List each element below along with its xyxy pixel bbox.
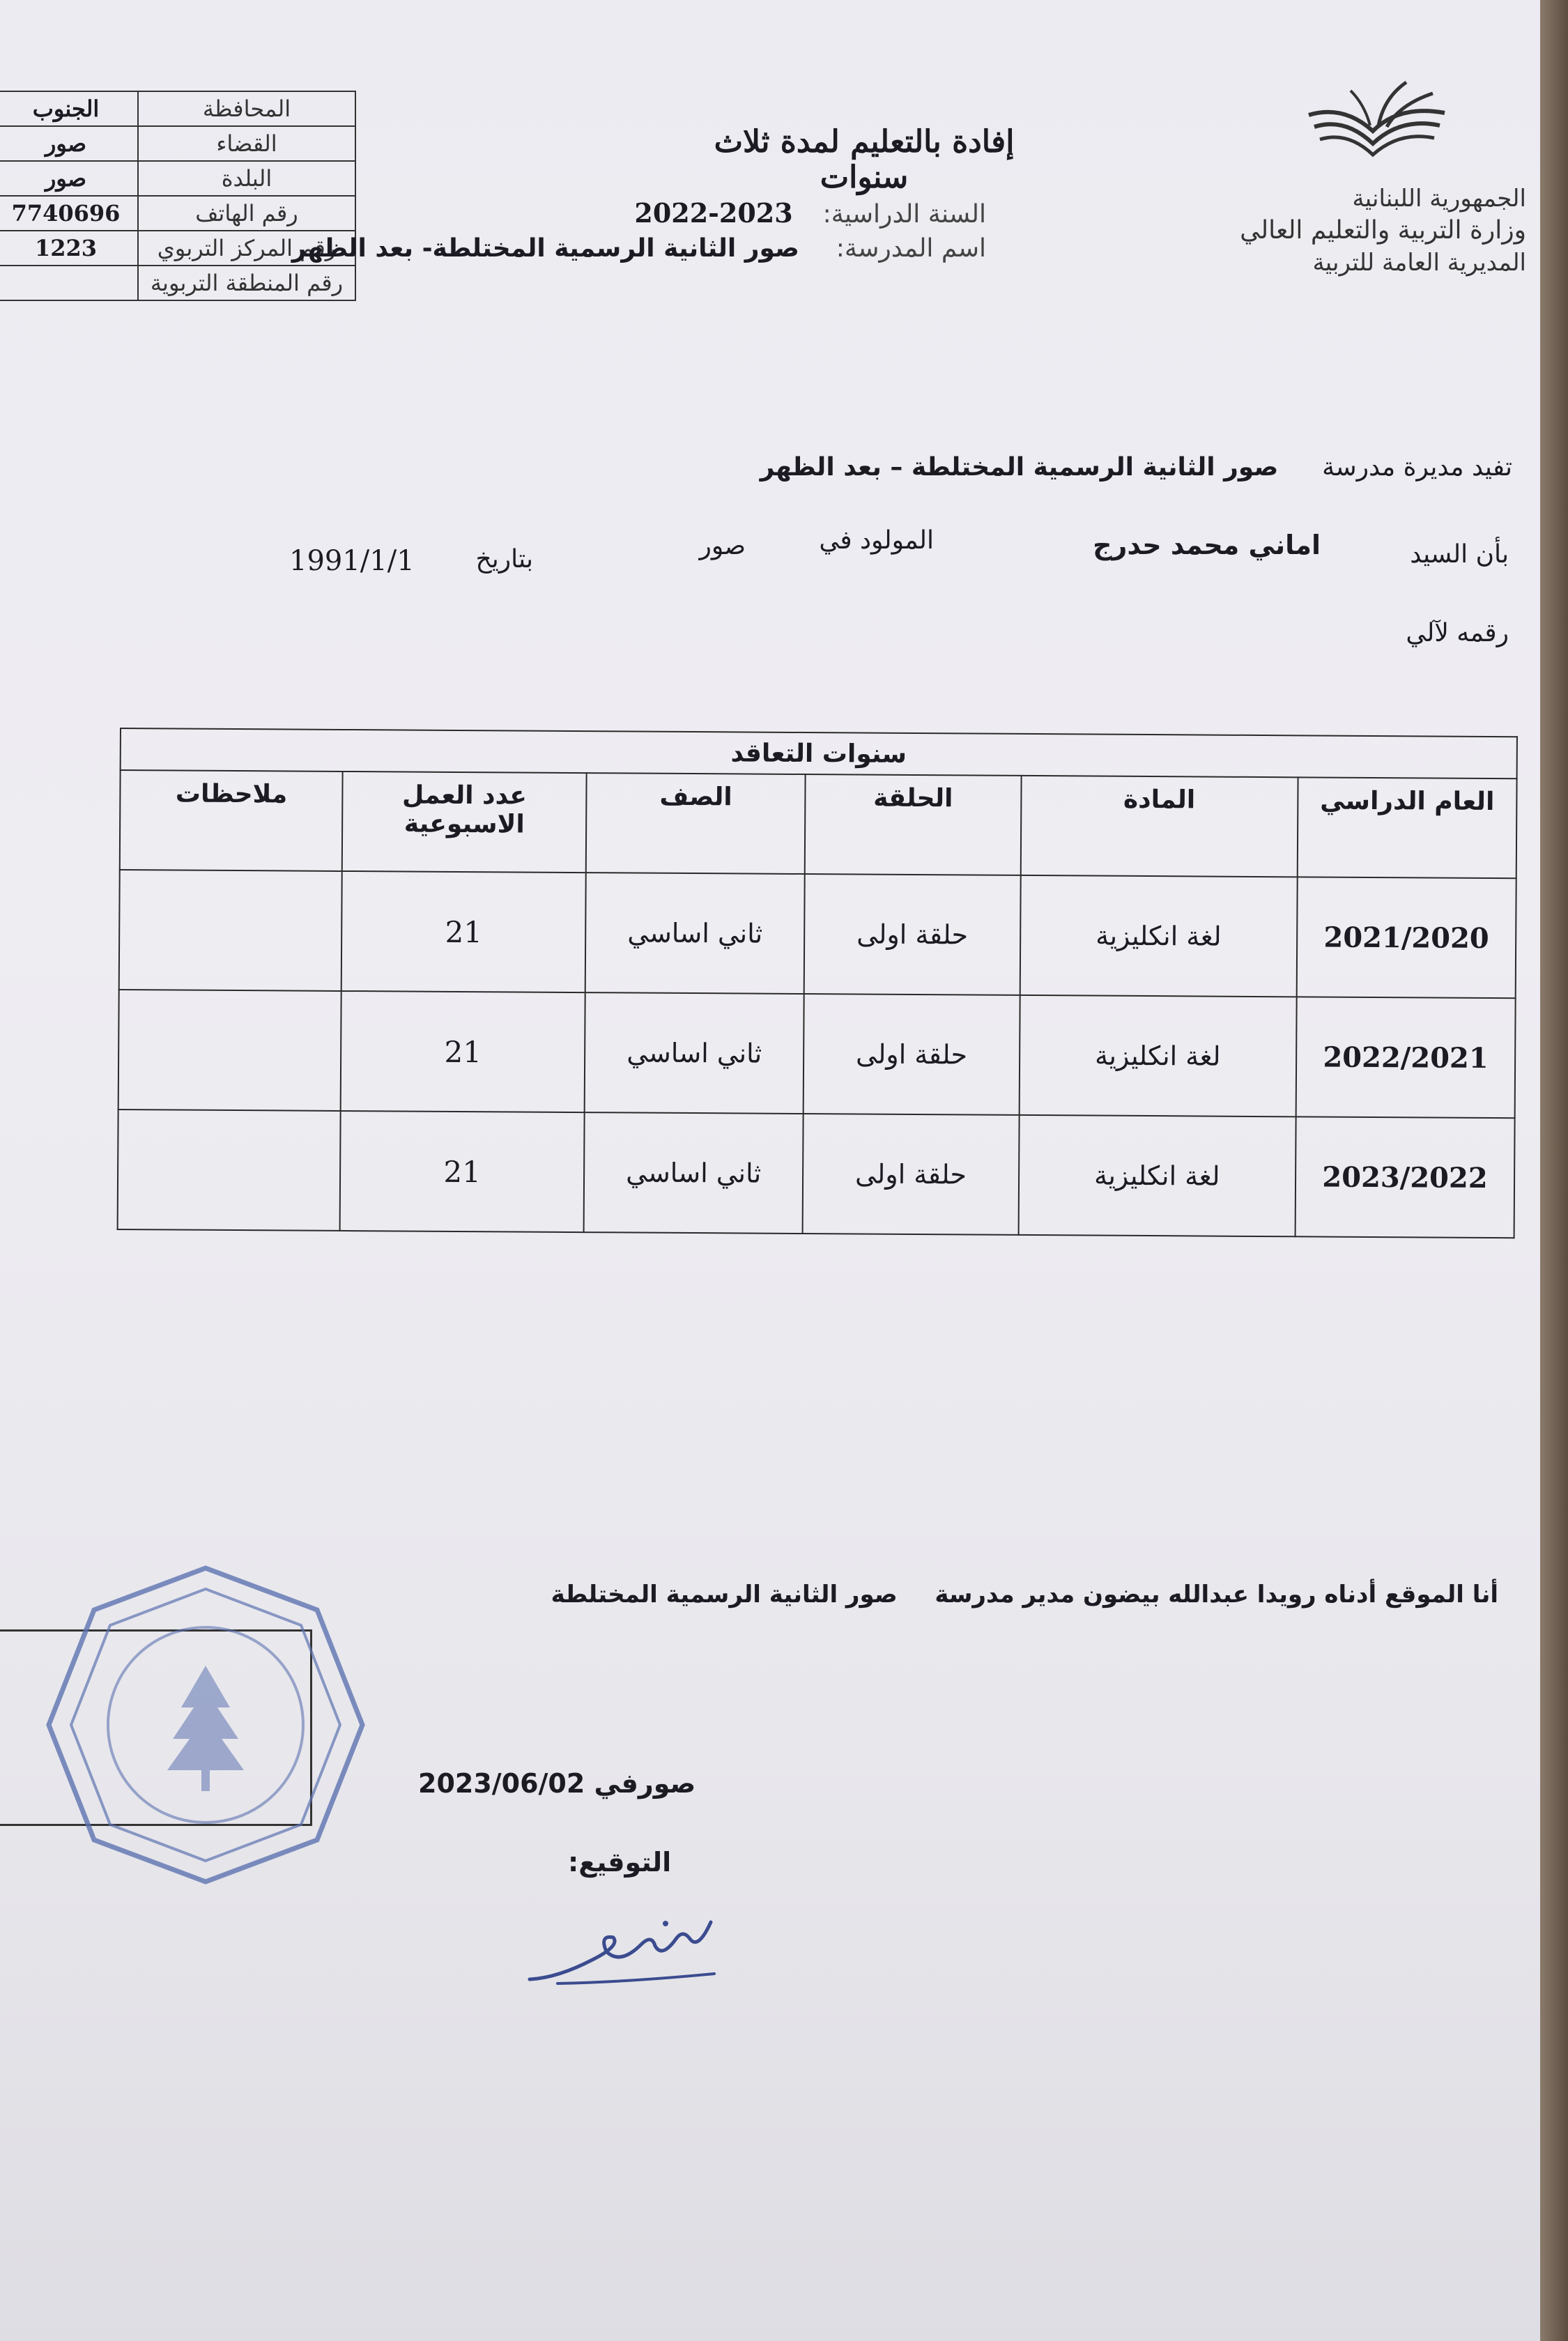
declaration-text: أنا الموقع أدناه رويدا عبدالله بيضون مدير مدرسة: [935, 1581, 1498, 1609]
table-row: [118, 1110, 1515, 1238]
academic-year-label: السنة الدراسية:: [822, 200, 986, 229]
table-row: [119, 870, 1516, 998]
cell-grade: ثاني اساسي: [585, 873, 805, 994]
header-hours-line2: الاسبوعية: [403, 809, 525, 839]
info-value: [0, 266, 138, 300]
table-caption: سنوات التعاقد: [121, 728, 1517, 778]
born-place: صور: [699, 532, 746, 560]
book-logo-icon: [1295, 77, 1455, 167]
cell-hours: 21: [340, 1111, 585, 1232]
cell-year: 2023/2022: [1295, 1116, 1514, 1238]
cell-hours: 21: [341, 871, 586, 992]
header-hours: [342, 772, 587, 873]
info-label: رقم الهاتف: [138, 196, 355, 231]
header-cycle: الحلقة: [805, 774, 1021, 875]
header-hours-line1: عدد العمل: [401, 781, 528, 811]
intro-line: [760, 453, 1512, 482]
cell-grade: ثاني اساسي: [585, 992, 804, 1114]
header-year: العام الدراسي: [1298, 777, 1517, 878]
intro-school: صور الثانية الرسمية المختلطة – بعد الظهر: [760, 453, 1279, 482]
declaration-line: [551, 1581, 1498, 1609]
info-label: القضاء: [138, 126, 355, 161]
cell-cycle: حلقة اولى: [803, 1114, 1019, 1235]
info-row: [0, 91, 355, 126]
date-label: بتاريخ: [475, 545, 533, 574]
cell-notes: [119, 870, 342, 991]
cell-cycle: حلقة اولى: [804, 874, 1020, 995]
school-value: صور الثانية الرسمية المختلطة- بعد الظهر: [291, 234, 799, 263]
contract-years-table: [117, 728, 1518, 1238]
table-header-row: [120, 770, 1517, 878]
document-title: إفادة بالتعليم لمدة ثلاث سنوات: [714, 124, 1015, 195]
ministry-line: وزارة التربية والتعليم العالي: [1240, 216, 1526, 245]
cell-notes: [118, 990, 341, 1111]
person-label: بأن السيد: [1410, 540, 1509, 569]
background-surface: [1540, 0, 1568, 2341]
info-value: صور: [0, 126, 138, 161]
info-row: [0, 126, 355, 161]
ministry-line: المديرية العامة للتربية: [1312, 249, 1526, 277]
info-label: رقم المنطقة التربوية: [138, 266, 355, 300]
cell-hours: 21: [341, 991, 585, 1112]
info-value: 1223: [0, 231, 138, 266]
intro-label: تفيد مديرة مدرسة: [1322, 453, 1512, 482]
header-notes: ملاحظات: [120, 770, 343, 871]
signature-label: التوقيع:: [568, 1847, 672, 1878]
school-stamp-icon: [42, 1561, 369, 1889]
cell-subject: لغة انكليزية: [1020, 875, 1297, 997]
date-value: 1991/1/1: [289, 545, 415, 577]
info-label: المحافظة: [138, 91, 355, 126]
born-label: المولود في: [819, 526, 934, 555]
info-label: رقم المركز التربوي: [138, 231, 355, 266]
info-value: 7740696: [0, 196, 138, 231]
cell-subject: لغة انكليزية: [1019, 995, 1296, 1116]
school-name-line: [292, 234, 986, 263]
declaration-school: صور الثانية الرسمية المختلطة: [551, 1581, 898, 1609]
info-row: [0, 196, 355, 231]
cell-notes: [118, 1110, 341, 1231]
academic-year-line: [634, 197, 986, 229]
school-label: اسم المدرسة:: [836, 234, 986, 263]
table-row: [118, 990, 1516, 1118]
ministry-heading: [1233, 183, 1526, 279]
person-name: اماني محمد حدرج: [1093, 530, 1321, 560]
info-row: [0, 266, 355, 300]
header-subject: المادة: [1020, 776, 1298, 877]
cell-year: 2021/2020: [1296, 877, 1516, 998]
info-value: صور: [0, 161, 138, 196]
cell-year: 2022/2021: [1296, 997, 1515, 1118]
info-value: الجنوب: [0, 91, 138, 126]
cell-cycle: حلقة اولى: [804, 994, 1020, 1115]
cell-subject: لغة انكليزية: [1018, 1115, 1296, 1236]
header-grade: الصف: [586, 773, 806, 874]
info-row: [0, 161, 355, 196]
info-label: البلدة: [138, 161, 355, 196]
signature-mark: [516, 1896, 725, 1993]
ministry-line: الجمهورية اللبنانية: [1352, 185, 1526, 213]
place-date: صورفي 2023/06/02: [418, 1768, 696, 1799]
id-label: رقمه لآلي: [1406, 619, 1509, 647]
cell-grade: ثاني اساسي: [584, 1112, 804, 1234]
academic-year-value: 2023-2022: [634, 197, 793, 229]
info-table: [0, 91, 356, 301]
